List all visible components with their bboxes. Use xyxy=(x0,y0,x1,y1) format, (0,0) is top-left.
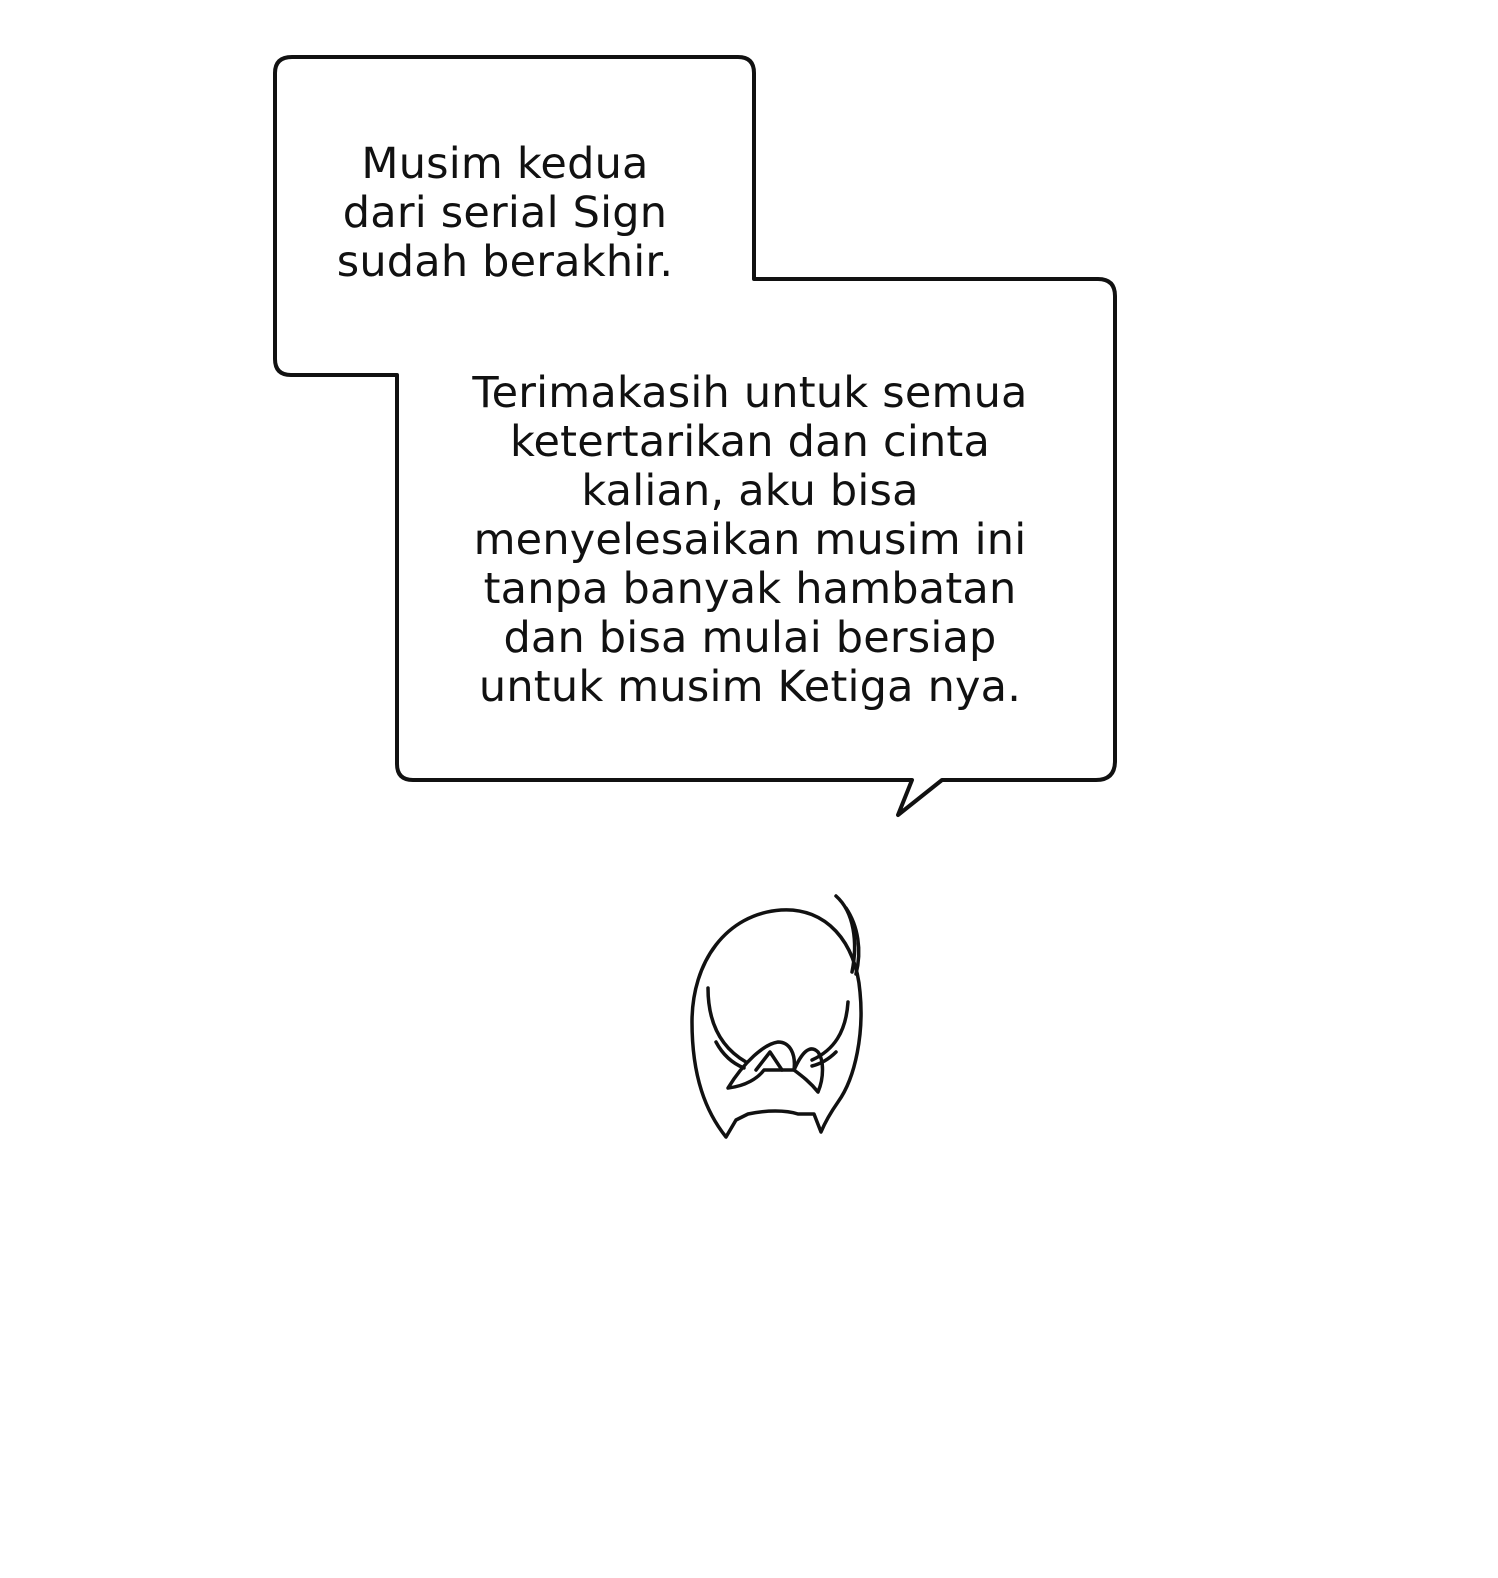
speech-line: dari serial Sign xyxy=(342,188,668,238)
speech-line: sudah berakhir. xyxy=(336,237,674,287)
speech-line: menyelesaikan musim ini xyxy=(473,515,1027,565)
speech-line: untuk musim Ketiga nya. xyxy=(478,662,1022,712)
speech-line: Musim kedua xyxy=(361,139,649,189)
speech-line: dan bisa mulai bersiap xyxy=(503,613,997,663)
speech-line: Terimakasih untuk semua xyxy=(472,368,1028,418)
speech-line: kalian, aku bisa xyxy=(581,466,919,516)
speech-line: tanpa banyak hambatan xyxy=(483,564,1017,614)
speech-text-second xyxy=(430,369,1070,712)
speech-line: ketertarikan dan cinta xyxy=(509,417,991,467)
chibi-head-back-icon xyxy=(686,892,876,1144)
speech-text-first xyxy=(300,140,710,287)
